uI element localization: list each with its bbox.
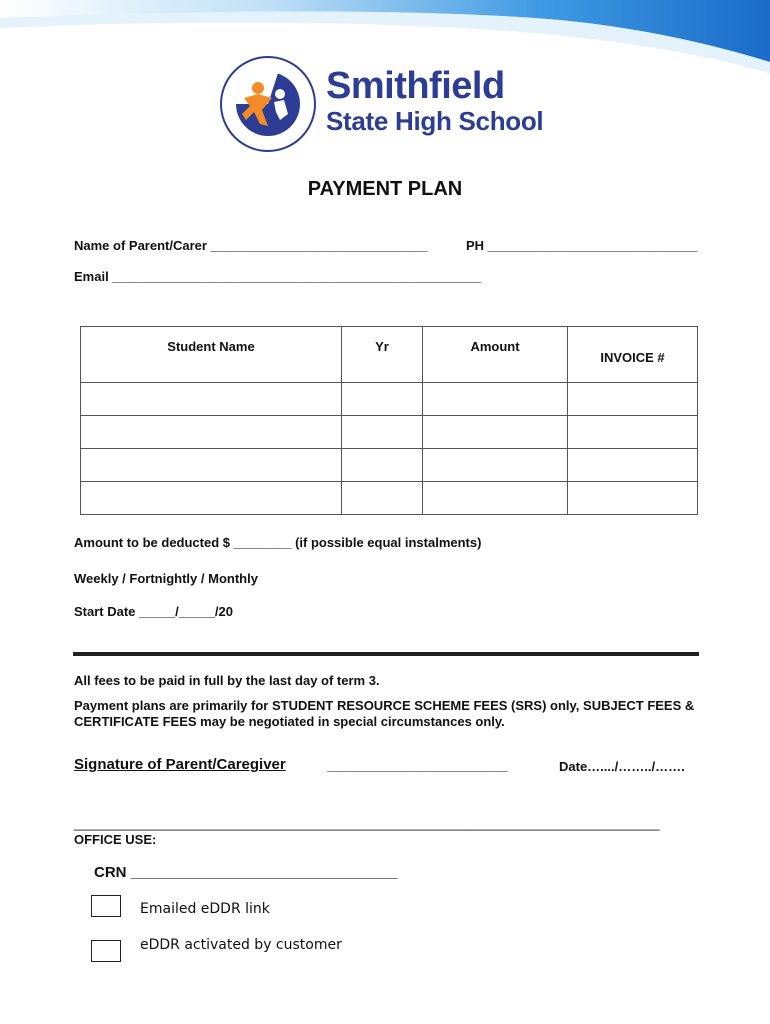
page-title: PAYMENT PLAN [307, 178, 463, 200]
cell-amount[interactable] [423, 449, 568, 482]
school-name-line2: State High School [326, 106, 544, 136]
eddr-activated-checkbox[interactable] [91, 940, 121, 962]
cell-amount[interactable] [423, 383, 568, 416]
cell-yr[interactable] [342, 383, 423, 416]
cell-student-name[interactable] [81, 383, 342, 416]
table-row [81, 482, 698, 515]
table-row [81, 416, 698, 449]
col-student-name: Student Name [81, 327, 342, 383]
fees-note: All fees to be paid in full by the last day of term 3. [74, 673, 380, 688]
crn-field[interactable]: CRN ________________________________ [94, 864, 398, 881]
phone-field[interactable]: PH _____________________________ [466, 238, 698, 253]
emailed-eddr-label: Emailed eDDR link [140, 901, 270, 917]
cell-student-name[interactable] [81, 449, 342, 482]
col-invoice: INVOICE # [568, 327, 698, 383]
emailed-eddr-checkbox[interactable] [91, 895, 121, 917]
cell-invoice[interactable] [568, 383, 698, 416]
col-amount: Amount [423, 327, 568, 383]
school-name-line1: Smithfield [326, 65, 505, 107]
cell-yr[interactable] [342, 449, 423, 482]
frequency-options[interactable]: Weekly / Fortnightly / Monthly [74, 571, 258, 586]
table-row [81, 383, 698, 416]
payment-plans-note: Payment plans are primarily for STUDENT RESOURCE SCHEME FEES (SRS) only, SUBJECT FEES & CERTIFICATE FEES may be negotiated in special circumstances only. [74, 698, 695, 729]
cell-invoice[interactable] [568, 449, 698, 482]
col-yr: Yr [342, 327, 423, 383]
cell-amount[interactable] [423, 416, 568, 449]
signature-line[interactable]: _________________________ [327, 758, 508, 773]
signature-date[interactable]: Date…..../……../……. [559, 759, 685, 774]
signature-label: Signature of Parent/Caregiver [74, 756, 286, 773]
school-name [326, 66, 543, 136]
cell-invoice[interactable] [568, 482, 698, 515]
students-table [80, 326, 698, 515]
cell-student-name[interactable] [81, 416, 342, 449]
office-use-label: OFFICE USE: [74, 832, 157, 847]
cell-student-name[interactable] [81, 482, 342, 515]
start-date-field[interactable]: Start Date _____/_____/20 [74, 604, 234, 619]
table-header-row [81, 327, 698, 383]
cell-yr[interactable] [342, 416, 423, 449]
cell-invoice[interactable] [568, 416, 698, 449]
cell-amount[interactable] [423, 482, 568, 515]
email-field[interactable]: Email ___________________________________________________ [74, 269, 482, 284]
cell-yr[interactable] [342, 482, 423, 515]
section-divider [73, 652, 699, 656]
amount-deducted-field[interactable]: Amount to be deducted $ ________ (if possible equal instalments) [74, 535, 482, 550]
school-logo [218, 54, 318, 154]
eddr-activated-label: eDDR activated by customer [140, 937, 342, 953]
table-row [81, 449, 698, 482]
parent-name-field[interactable]: Name of Parent/Carer ______________________________ [74, 238, 428, 253]
office-rule: _________________________________________________________________________________ [74, 816, 660, 831]
